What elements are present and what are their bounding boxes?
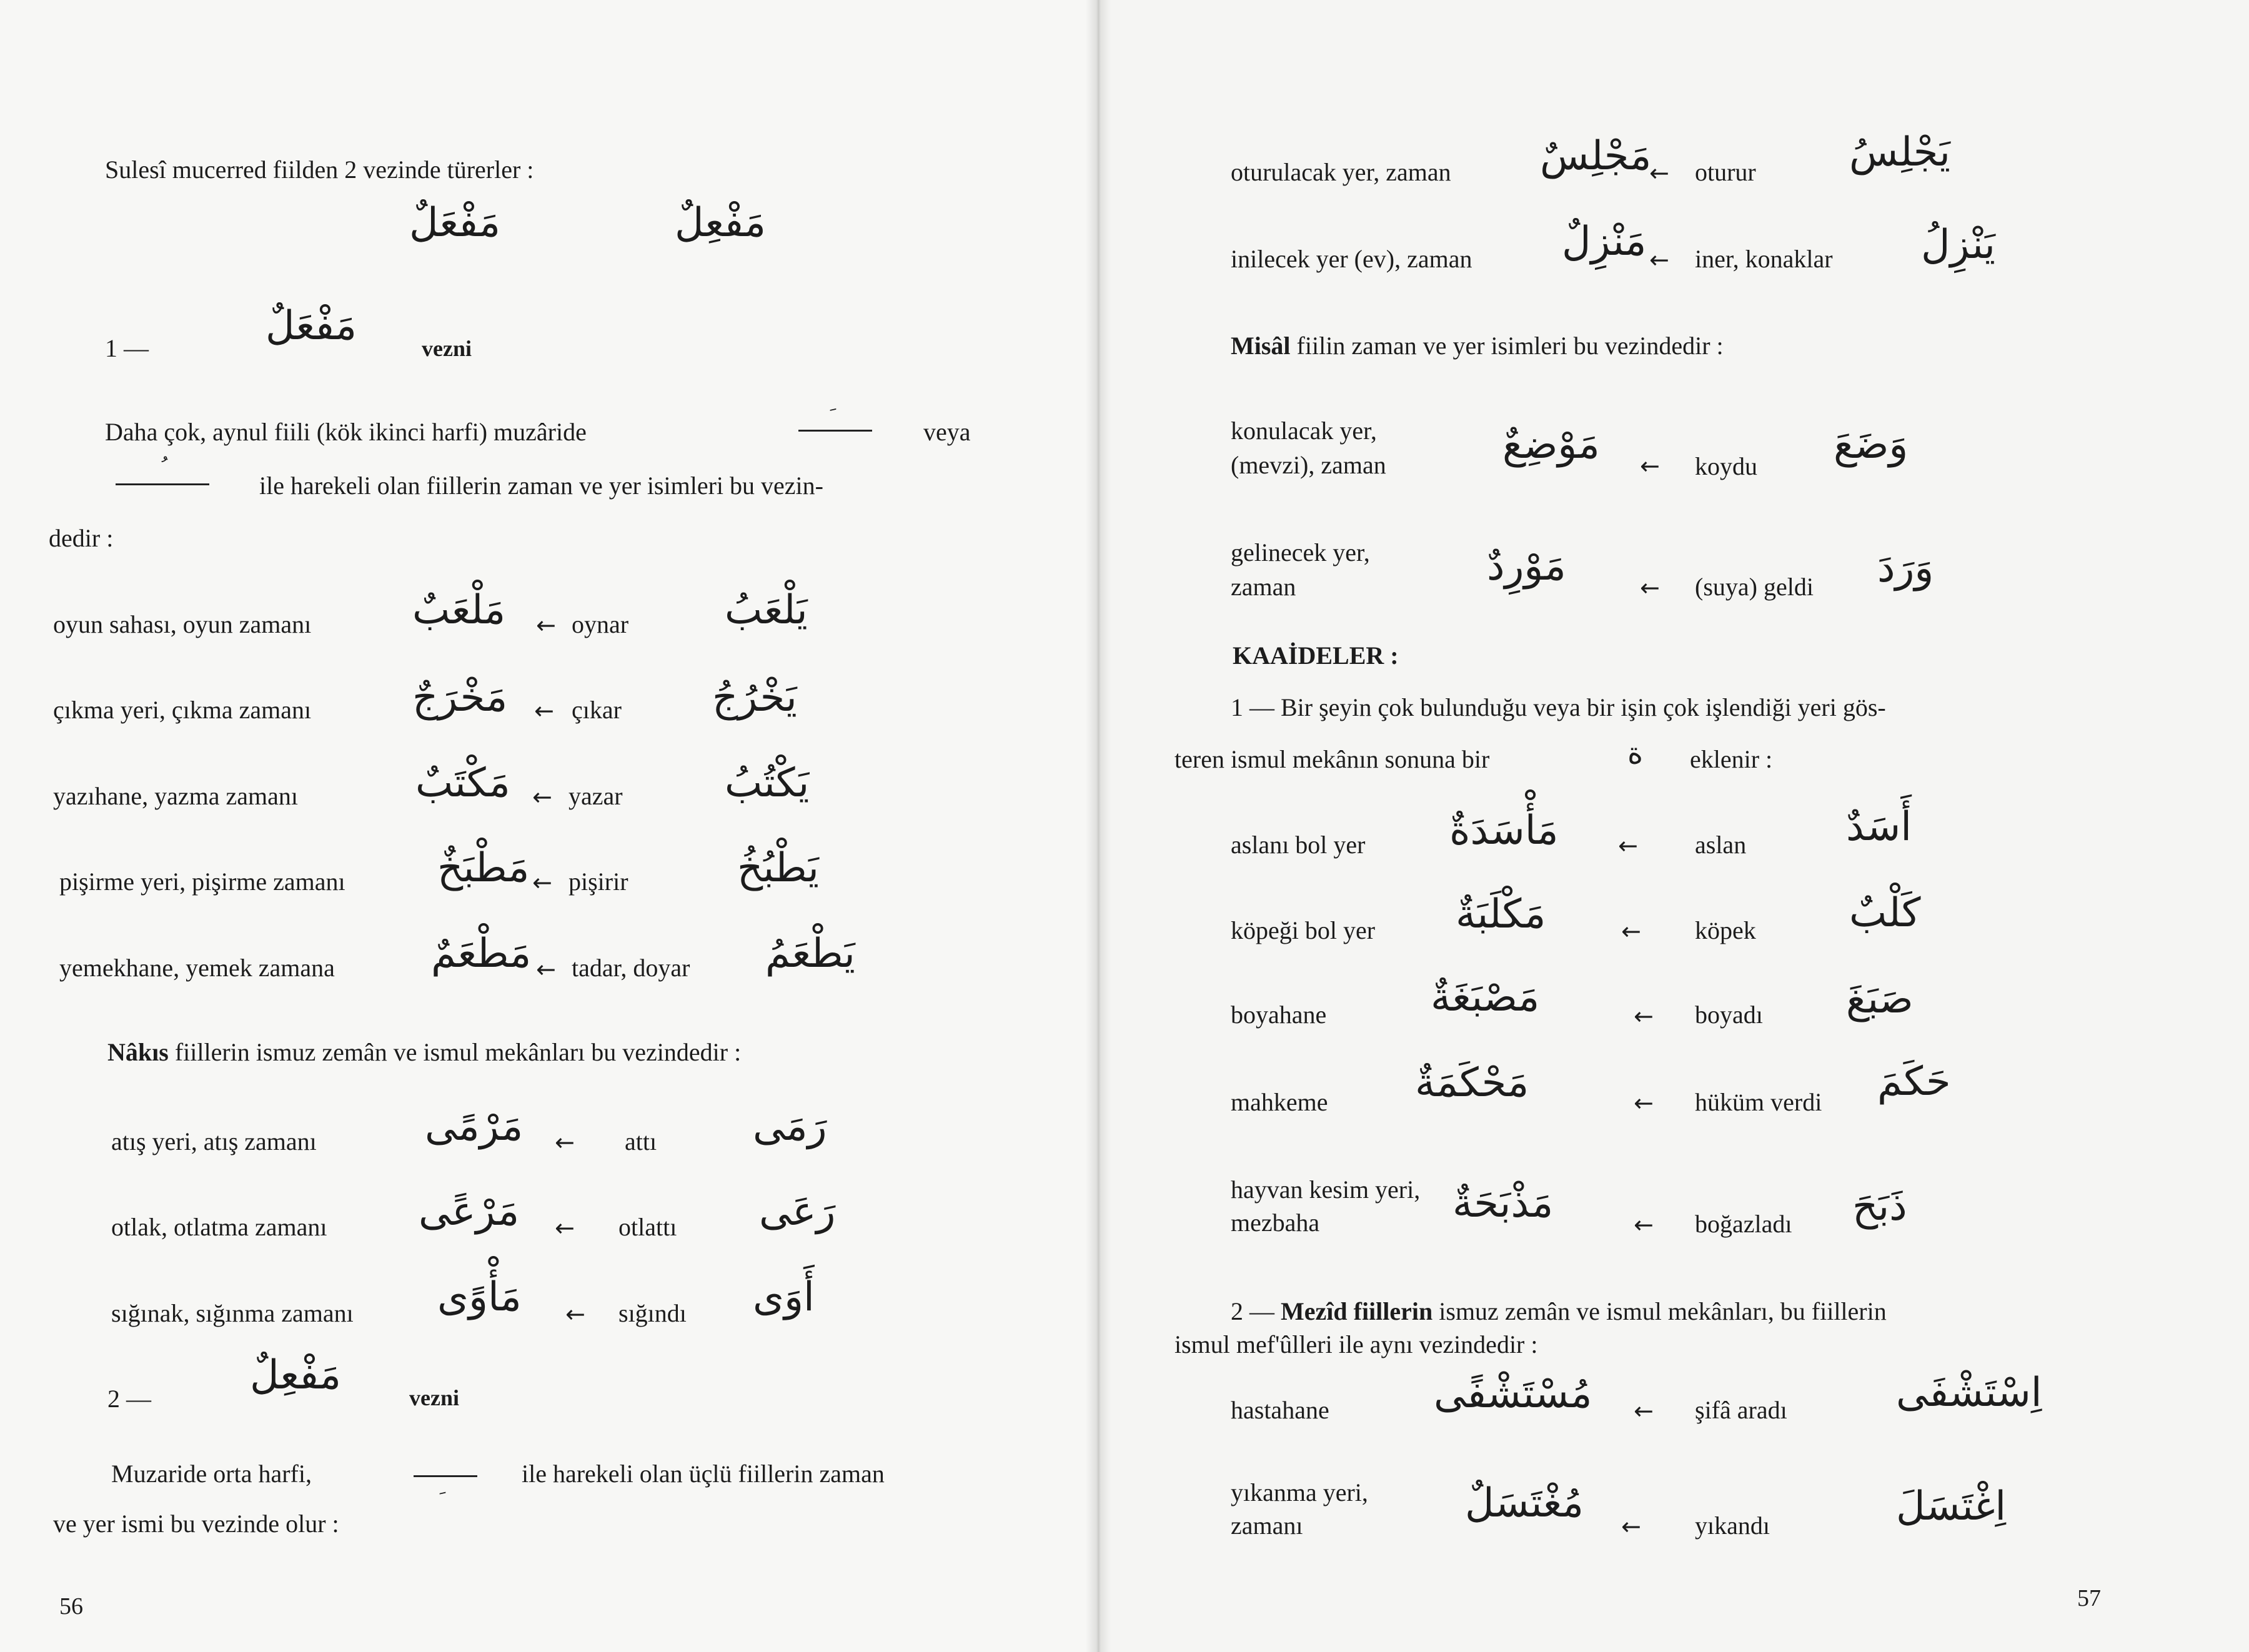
row-noun: مَحْكَمَةٌ [1415, 1060, 1529, 1106]
row-tr-2: zamanı [1231, 1511, 1303, 1540]
kaide-1-line-2b: eklenir : [1690, 745, 1773, 773]
row-verb-tr: otlattı [618, 1213, 677, 1241]
misal-bold: Misâl [1231, 332, 1291, 360]
arrow-icon: ← [555, 1214, 575, 1242]
page-number: 56 [59, 1593, 83, 1620]
row-verb: حَكَمَ [1877, 1059, 1951, 1105]
row-verb-tr: aslan [1695, 831, 1747, 859]
row-verb-tr: attı [625, 1127, 657, 1155]
arrow-icon: ← [1634, 1211, 1654, 1239]
row-verb: أَوَى [753, 1274, 815, 1320]
row-verb-tr: yazar [568, 782, 623, 810]
row-noun: مَطْبَخٌ [437, 845, 530, 891]
row-tr: oturulacak yer, zaman [1231, 158, 1451, 186]
row-verb-tr: boyadı [1695, 1001, 1763, 1029]
row-noun: مَكْلَبَةٌ [1456, 891, 1546, 937]
ta-marbuta-mark: ة [1627, 736, 1644, 771]
row-verb: يَنْزِلُ [1921, 222, 1995, 268]
arrow-icon: ← [1640, 452, 1660, 480]
section-2-number: 2 — [107, 1385, 151, 1413]
nakis-line [107, 1040, 741, 1065]
arrow-icon: ← [532, 783, 552, 811]
nakis-bold: Nâkıs [107, 1038, 169, 1066]
row-verb-tr: şifâ aradı [1695, 1396, 1787, 1424]
row-verb: يَكْتُبُ [725, 760, 810, 806]
row-verb-tr: (suya) geldi [1695, 573, 1814, 601]
section-1-vezin: مَفْعَلٌ [266, 303, 357, 349]
arrow-icon: ← [536, 611, 556, 639]
row-tr: yemekhane, yemek zamana [59, 954, 335, 982]
para-1-veya: veya [923, 418, 971, 446]
arrow-icon: ← [1618, 832, 1638, 859]
row-noun: مَصْبَغَةٌ [1431, 974, 1540, 1021]
arrow-icon: ← [1634, 1002, 1654, 1030]
row-tr-2: (mevzi), zaman [1231, 451, 1386, 479]
row-noun: مَنْزِلٌ [1562, 219, 1647, 265]
row-tr-2: mezbaha [1231, 1209, 1320, 1237]
kaide-2-rest: ismuz zemân ve ismul mekânları, bu fiillerin [1439, 1297, 1887, 1325]
para-2-line-1b: ile harekeli olan üçlü fiillerin zaman [522, 1460, 885, 1488]
row-verb: يَطْبُخُ [737, 845, 819, 891]
row-verb-tr: koydu [1695, 452, 1757, 480]
row-noun: مُسْتَشْفًى [1434, 1371, 1592, 1417]
kasra-line [414, 1475, 477, 1477]
nakis-rest: fiillerin ismuz zemân ve ismul mekânları bu vezindedir : [174, 1038, 742, 1066]
misal-rest: fiilin zaman ve yer isimleri bu vezindedir : [1296, 332, 1724, 360]
arrow-icon: ← [1649, 246, 1669, 274]
row-noun: مَلْعَبٌ [412, 587, 506, 633]
arrow-icon: ← [1634, 1397, 1654, 1425]
row-verb: وَضَعَ [1834, 422, 1909, 468]
arrow-icon: ← [1649, 159, 1669, 187]
row-verb: رَمَى [753, 1104, 827, 1150]
row-noun: مَوْرِدٌ [1487, 543, 1566, 590]
intro-text: Sulesî mucerred fiilden 2 vezinde türerler : [105, 156, 534, 184]
row-verb: يَخْرُجُ [712, 675, 797, 721]
row-noun: مُغْتَسَلٌ [1465, 1480, 1584, 1526]
row-tr-2: zaman [1231, 573, 1296, 601]
row-noun: مَطْعَمٌ [431, 931, 532, 977]
arrow-icon: ← [534, 697, 554, 725]
row-tr: atış yeri, atış zamanı [111, 1127, 317, 1155]
row-tr: sığınak, sığınma zamanı [111, 1299, 354, 1327]
section-1-vezni: vezni [422, 336, 472, 361]
misal-line [1231, 334, 1724, 359]
row-verb: وَرَدَ [1877, 545, 1934, 591]
row-tr: pişirme yeri, pişirme zamanı [59, 868, 345, 896]
arrow-icon: ← [1621, 1513, 1641, 1540]
row-tr: çıkma yeri, çıkma zamanı [53, 696, 312, 724]
kaide-2-number: 2 — [1231, 1297, 1274, 1325]
arrow-icon: ← [555, 1129, 575, 1156]
row-tr: inilecek yer (ev), zaman [1231, 245, 1472, 273]
arrow-icon: ← [1640, 574, 1660, 601]
kaide-1-line-1: 1 — Bir şeyin çok bulunduğu veya bir işin çok işlendiği yeri gös- [1231, 693, 1886, 721]
row-verb-tr: boğazladı [1695, 1210, 1792, 1238]
para-1-line-2: ile harekeli olan fiillerin zaman ve yer isimleri bu vezin- [259, 472, 823, 500]
row-verb-tr: hüküm verdi [1695, 1088, 1822, 1116]
row-verb: ذَبَحَ [1852, 1184, 1907, 1230]
row-verb: يَلْعَبُ [725, 587, 808, 633]
row-tr-1: gelinecek yer, [1231, 538, 1370, 566]
arrow-icon: ← [1621, 918, 1641, 945]
section-2-vezin: مَفْعِلٌ [250, 1352, 341, 1398]
book-gutter [1086, 0, 1111, 1652]
row-noun: مَجْلِسٌ [1540, 133, 1652, 179]
row-noun: مَرْمًى [425, 1104, 524, 1150]
row-tr: köpeği bol yer [1231, 916, 1376, 944]
row-verb-tr: sığındı [618, 1299, 687, 1327]
arrow-icon: ← [536, 956, 556, 983]
row-noun: مَخْرَجٌ [412, 675, 508, 721]
damma-line [116, 483, 209, 485]
row-noun: مَوْضِعٌ [1502, 422, 1600, 468]
para-1-line-1: Daha çok, aynul fiili (kök ikinci harfi) muzâride [105, 418, 587, 446]
kaideler-heading: KAAİDELER : [1233, 641, 1399, 670]
row-noun: مَأْسَدَةٌ [1449, 808, 1559, 854]
row-verb: يَجْلِسُ [1849, 129, 1950, 176]
row-tr: hastahane [1231, 1396, 1329, 1424]
arrow-icon: ← [565, 1300, 585, 1328]
row-verb-tr: oturur [1695, 158, 1756, 186]
row-verb: رَعَى [759, 1189, 836, 1235]
row-tr-1: hayvan kesim yeri, [1231, 1175, 1421, 1204]
row-verb: صَبَغَ [1846, 976, 1914, 1022]
row-noun: مَكْتَبٌ [415, 760, 510, 806]
vezin-mafal: مَفْعَلٌ [409, 200, 500, 246]
arrow-icon: ← [532, 869, 552, 896]
row-tr: mahkeme [1231, 1088, 1328, 1116]
row-noun: مَأْوًى [437, 1274, 522, 1320]
arrow-icon: ← [1634, 1089, 1654, 1117]
row-verb-tr: iner, konaklar [1695, 245, 1833, 273]
row-tr: aslanı bol yer [1231, 831, 1366, 859]
para-2-line-2: ve yer ismi bu vezinde olur : [53, 1510, 339, 1538]
kaide-2-line-1 [1231, 1299, 1887, 1324]
fatha-line [798, 430, 872, 432]
row-tr-1: konulacak yer, [1231, 417, 1377, 445]
row-verb-tr: oynar [572, 610, 629, 638]
page-number: 57 [2077, 1585, 2101, 1611]
row-tr: oyun sahası, oyun zamanı [53, 610, 312, 638]
row-verb-tr: yıkandı [1695, 1511, 1770, 1540]
row-tr: otlak, otlatma zamanı [111, 1213, 327, 1241]
row-tr-1: yıkanma yeri, [1231, 1478, 1368, 1506]
kaide-2-bold: Mezîd fiillerin [1281, 1297, 1433, 1325]
vezin-mafil: مَفْعِلٌ [675, 200, 766, 246]
kaide-1-line-2: teren ismul mekânın sonuna bir [1174, 745, 1490, 773]
row-verb: اِغْتَسَلَ [1896, 1483, 2007, 1530]
section-2-vezni: vezni [409, 1385, 459, 1410]
para-1-line-3: dedir : [49, 524, 114, 552]
section-1-number: 1 — [105, 334, 149, 362]
row-verb: اِسْتَشْفَى [1896, 1370, 2042, 1416]
row-verb-tr: çıkar [572, 696, 622, 724]
kaide-2-line-2: ismul mef'ûlleri ile aynı vezindedir : [1174, 1330, 1538, 1358]
left-page [0, 0, 1096, 1652]
row-verb: أَسَدٌ [1846, 804, 1912, 850]
row-noun: مَرْعًى [419, 1189, 520, 1235]
row-tr: yazıhane, yazma zamanı [53, 782, 298, 810]
row-verb: يَطْعَمُ [765, 931, 855, 977]
row-verb-tr: köpek [1695, 916, 1756, 944]
para-2-line-1: Muzaride orta harfi, [111, 1460, 312, 1488]
row-noun: مَذْبَحَةٌ [1452, 1180, 1554, 1227]
right-page [1096, 0, 2249, 1652]
row-verb: كَلْبٌ [1849, 890, 1921, 936]
row-verb-tr: pişirir [568, 868, 628, 896]
row-verb-tr: tadar, doyar [572, 954, 690, 982]
row-tr: boyahane [1231, 1001, 1327, 1029]
